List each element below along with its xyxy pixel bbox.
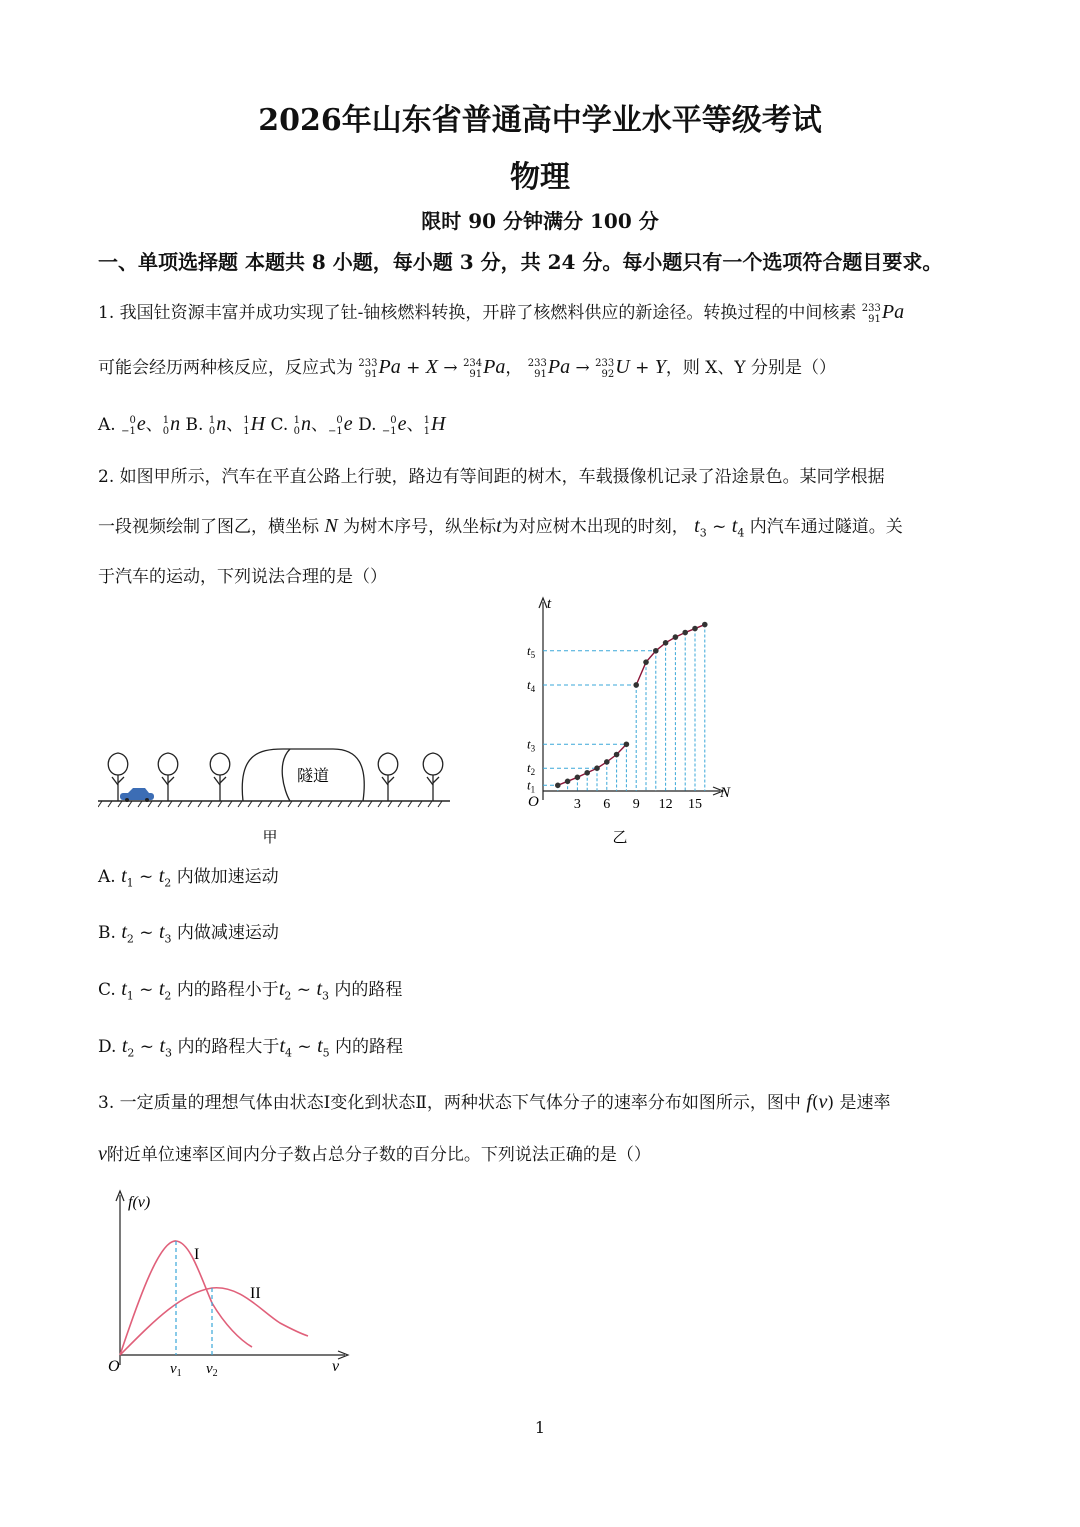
page-number: 1 [534, 1418, 546, 1437]
y-tick-label: $t_2$ [527, 760, 536, 778]
tunnel-label: 隧道 [296, 768, 330, 785]
series-I-label: I [194, 1246, 200, 1263]
origin-label: O [108, 1358, 120, 1375]
data-point [575, 775, 581, 781]
x-axis-label: N [720, 785, 731, 801]
data-point [682, 630, 688, 636]
data-point [702, 622, 708, 628]
tree-icon [210, 753, 230, 801]
v-axis-label: v [332, 1358, 340, 1375]
v2-tick-label: $v_2$ [206, 1361, 218, 1379]
section-heading: 一、单项选择题 本题共 8 小题，每小题 3 分，共 24 分。每小题只有一个选项符合题目要求。 [98, 250, 943, 274]
y-tick-label: $t_3$ [527, 736, 536, 754]
data-point [555, 783, 561, 789]
y-tick-label: $t_1$ [527, 777, 536, 795]
q1-line2: 可能会经历两种核反应，反应式为 233 91 Pa + X → 234 91 Pa， 233 91 Pa → 233 92 U + Y，则 X、Y 分别是（） [98, 356, 837, 380]
q2-option-a[interactable]: A. $t_1$ ~ $t_2$ 内做加速运动 [98, 865, 279, 890]
tree-icon [158, 753, 178, 801]
figure-jia [98, 735, 458, 850]
y-axis-label: t [547, 596, 552, 612]
data-point [663, 640, 669, 646]
data-point [692, 626, 698, 632]
tree-icon [423, 753, 443, 801]
q1-options: A. 0 −1 e、 1 0 n B. 1 0 n、 1 1 H C. 1 0 n、 0 −1 e D. 0 −1 e、 1 1 H [98, 413, 446, 437]
data-point [584, 770, 590, 776]
figure-yi-label: 乙 [612, 830, 628, 846]
x-tick-label: 6 [603, 797, 611, 812]
data-point [653, 648, 659, 654]
data-point [604, 759, 610, 765]
figure-yi-chart [515, 590, 745, 850]
y-tick-label: $t_5$ [527, 642, 536, 660]
tree-icon [378, 753, 398, 801]
car-icon [120, 788, 154, 802]
q2-option-d[interactable]: D. $t_2$ ~ $t_3$ 内的路程大于$t_4$ ~ $t_5$ 内的路程 [98, 1035, 404, 1060]
q1-line1: 1. 我国钍资源丰富并成功实现了钍-铀核燃料转换，开辟了核燃料供应的新途径。转换过程的中间核素 233 91 Pa [98, 301, 905, 325]
figure-jia-label: 甲 [262, 830, 278, 846]
data-point [614, 752, 620, 758]
v1-tick-label: $v_1$ [170, 1361, 182, 1379]
q2-line1: 2. 如图甲所示，汽车在平直公路上行驶，路边有等间距的树木，车载摄像机记录了沿途景色。某同学根据 [98, 467, 885, 487]
q3-line2: v附近单位速率区间内分子数占总分子数的百分比。下列说法正确的是（） [98, 1143, 651, 1165]
data-point [673, 634, 679, 640]
q2-line3: 于汽车的运动，下列说法合理的是（） [98, 567, 387, 587]
q2-option-b[interactable]: B. $t_2$ ~ $t_3$ 内做减速运动 [98, 921, 279, 946]
subject-title: 物理 [510, 160, 570, 195]
time-info: 限时 90 分钟满分 100 分 [421, 209, 659, 233]
x-tick-label: 12 [658, 797, 673, 812]
q2-option-c[interactable]: C. $t_1$ ~ $t_2$ 内的路程小于$t_2$ ~ $t_3$ 内的路程 [98, 978, 403, 1003]
data-point [624, 741, 630, 747]
q3-line1: 3. 一定质量的理想气体由状态Ⅰ变化到状态Ⅱ，两种状态下气体分子的速率分布如图所示，图中 f(v) 是速率 [98, 1091, 891, 1113]
data-point [633, 682, 639, 688]
data-point [594, 765, 600, 771]
data-point [565, 779, 571, 785]
exam-title: 2026年山东省普通高中学业水平等级考试 [258, 103, 822, 138]
q2-line2: 一段视频绘制了图乙，横坐标 N 为树木序号，纵坐标t为对应树木出现的时刻， $t_3$ ~ $t_4$ 内汽车通过隧道。关 [98, 515, 903, 540]
series-II-curve [120, 1288, 308, 1355]
y-tick-label: $t_4$ [527, 676, 536, 694]
data-point [643, 659, 649, 665]
origin-label: O [528, 794, 539, 810]
fv-axis-label: f(v) [128, 1194, 151, 1211]
series-II-label: II [250, 1285, 261, 1302]
x-tick-label: 3 [573, 797, 581, 812]
x-tick-label: 15 [688, 797, 702, 812]
speed-distribution-chart [100, 1185, 360, 1385]
x-tick-label: 9 [632, 797, 640, 812]
